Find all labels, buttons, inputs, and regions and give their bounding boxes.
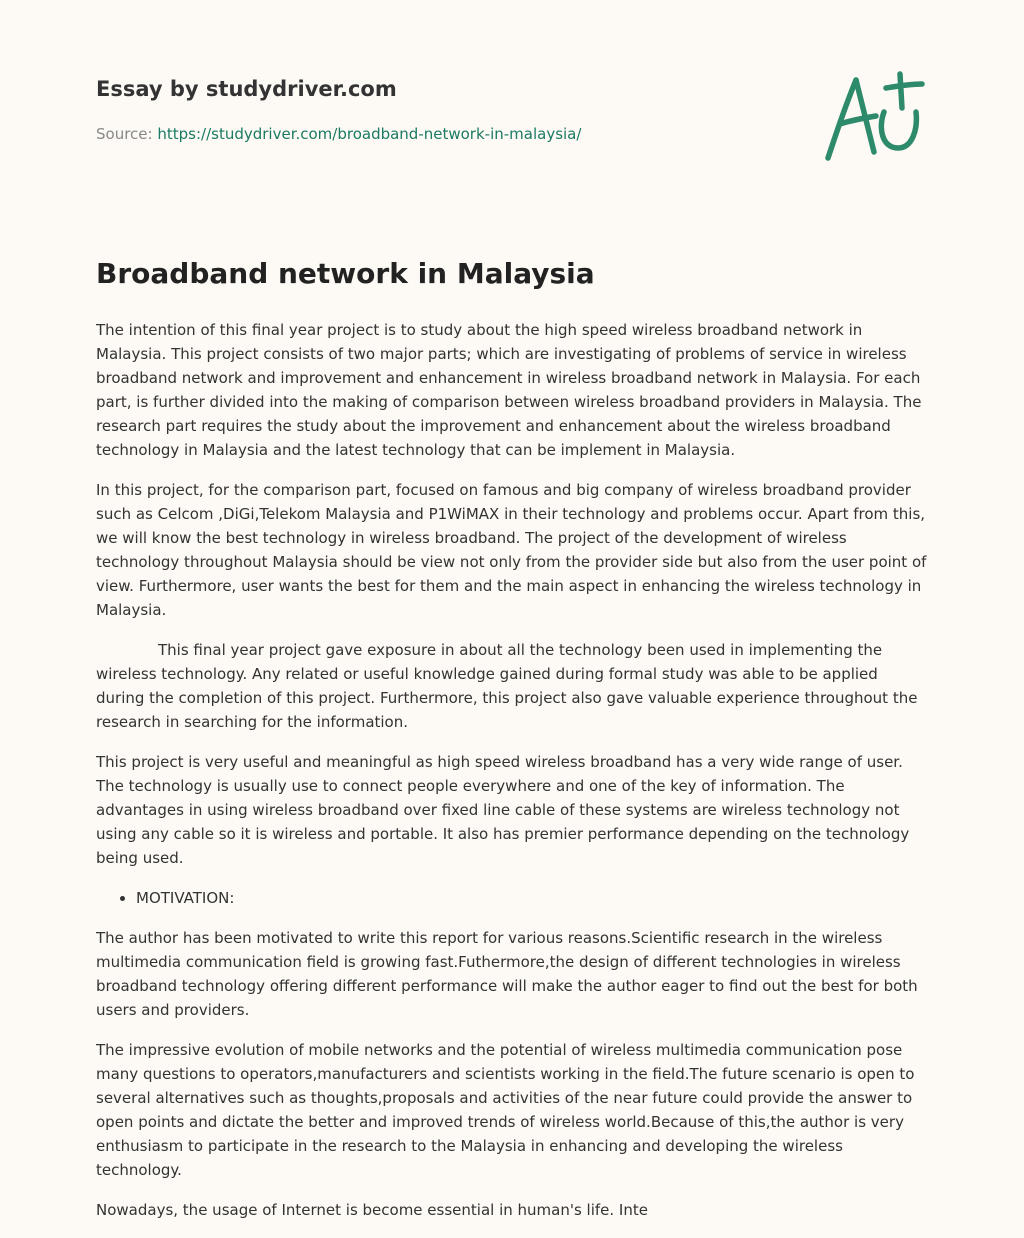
source-line bbox=[96, 124, 796, 144]
a-plus-logo-icon bbox=[818, 64, 930, 168]
article bbox=[96, 254, 928, 1238]
article-paragraph: Nowadays, the usage of Internet is become essential in human's life. Inte bbox=[96, 1201, 648, 1219]
article-paragraph: The author has been motivated to write this report for various reasons.Scientific research in the wireless multimedia communication field is growing fast.Futhermore,the design of different technologies in wireless broadband technology offering different performance will make the author eager to find out the best for both users and providers. bbox=[96, 929, 918, 1019]
article-paragraph: In this project, for the comparison part, focused on famous and big company of wireless broadband provider such as Celcom ,DiGi,Telekom Malaysia and P1WiMAX in their technology and problems occur. Apart from this, we will know the best technology in wireless broadband. The project of the development of wireless technology throughout Malaysia should be view not only from the provider side but also from the user point of view. Furthermore, user wants the best for them and the main aspect in enhancing the wireless technology in Malaysia. bbox=[96, 481, 927, 619]
bullet-list bbox=[96, 886, 928, 910]
source-link[interactable]: https://studydriver.com/broadband-network-in-malaysia/ bbox=[157, 125, 582, 143]
page-header bbox=[96, 74, 796, 144]
article-paragraph: The impressive evolution of mobile networks and the potential of wireless multimedia communication pose many questions to operators,manufacturers and scientists working in the field.The future scenario is open to several alternatives such as thoughts,proposals and activities of the near future could provide the answer to open points and dictate the better and improved trends of wireless world.Because of this,the author is very enthusiasm to participate in the research to the Malaysia in enhancing and developing the wireless technology. bbox=[96, 1041, 915, 1179]
article-paragraph: This final year project gave exposure in about all the technology been used in implementing the wireless technology. Any related or useful knowledge gained during formal study was able to be applied during the completion of this project. Furthermore, this project also gave valuable experience throughout the research in searching for the information. bbox=[96, 641, 918, 731]
article-paragraph: This project is very useful and meaningful as high speed wireless broadband has a very wide range of user. The technology is usually use to connect people everywhere and one of the key of information. The advantages in using wireless broadband over fixed line cable of these systems are wireless technology not using any cable so it is wireless and portable. It also has premier performance depending on the technology being used. bbox=[96, 753, 910, 867]
source-label: Source: bbox=[96, 125, 153, 143]
bullet-item-motivation: • MOTIVATION: bbox=[136, 886, 928, 910]
article-title: Broadband network in Malaysia bbox=[96, 257, 595, 290]
site-brand: Essay by studydriver.com bbox=[96, 77, 397, 101]
article-paragraph: The intention of this final year project is to study about the high speed wireless broadband network in Malaysia. This project consists of two major parts; which are investigating of problems of service in wireless broadband network and improvement and enhancement in wireless broadband network in Malaysia. For each part, is further divided into the making of comparison between wireless broadband providers in Malaysia. The research part requires the study about the improvement and enhancement about the wireless broadband technology in Malaysia and the latest technology that can be implement in Malaysia. bbox=[96, 321, 922, 459]
